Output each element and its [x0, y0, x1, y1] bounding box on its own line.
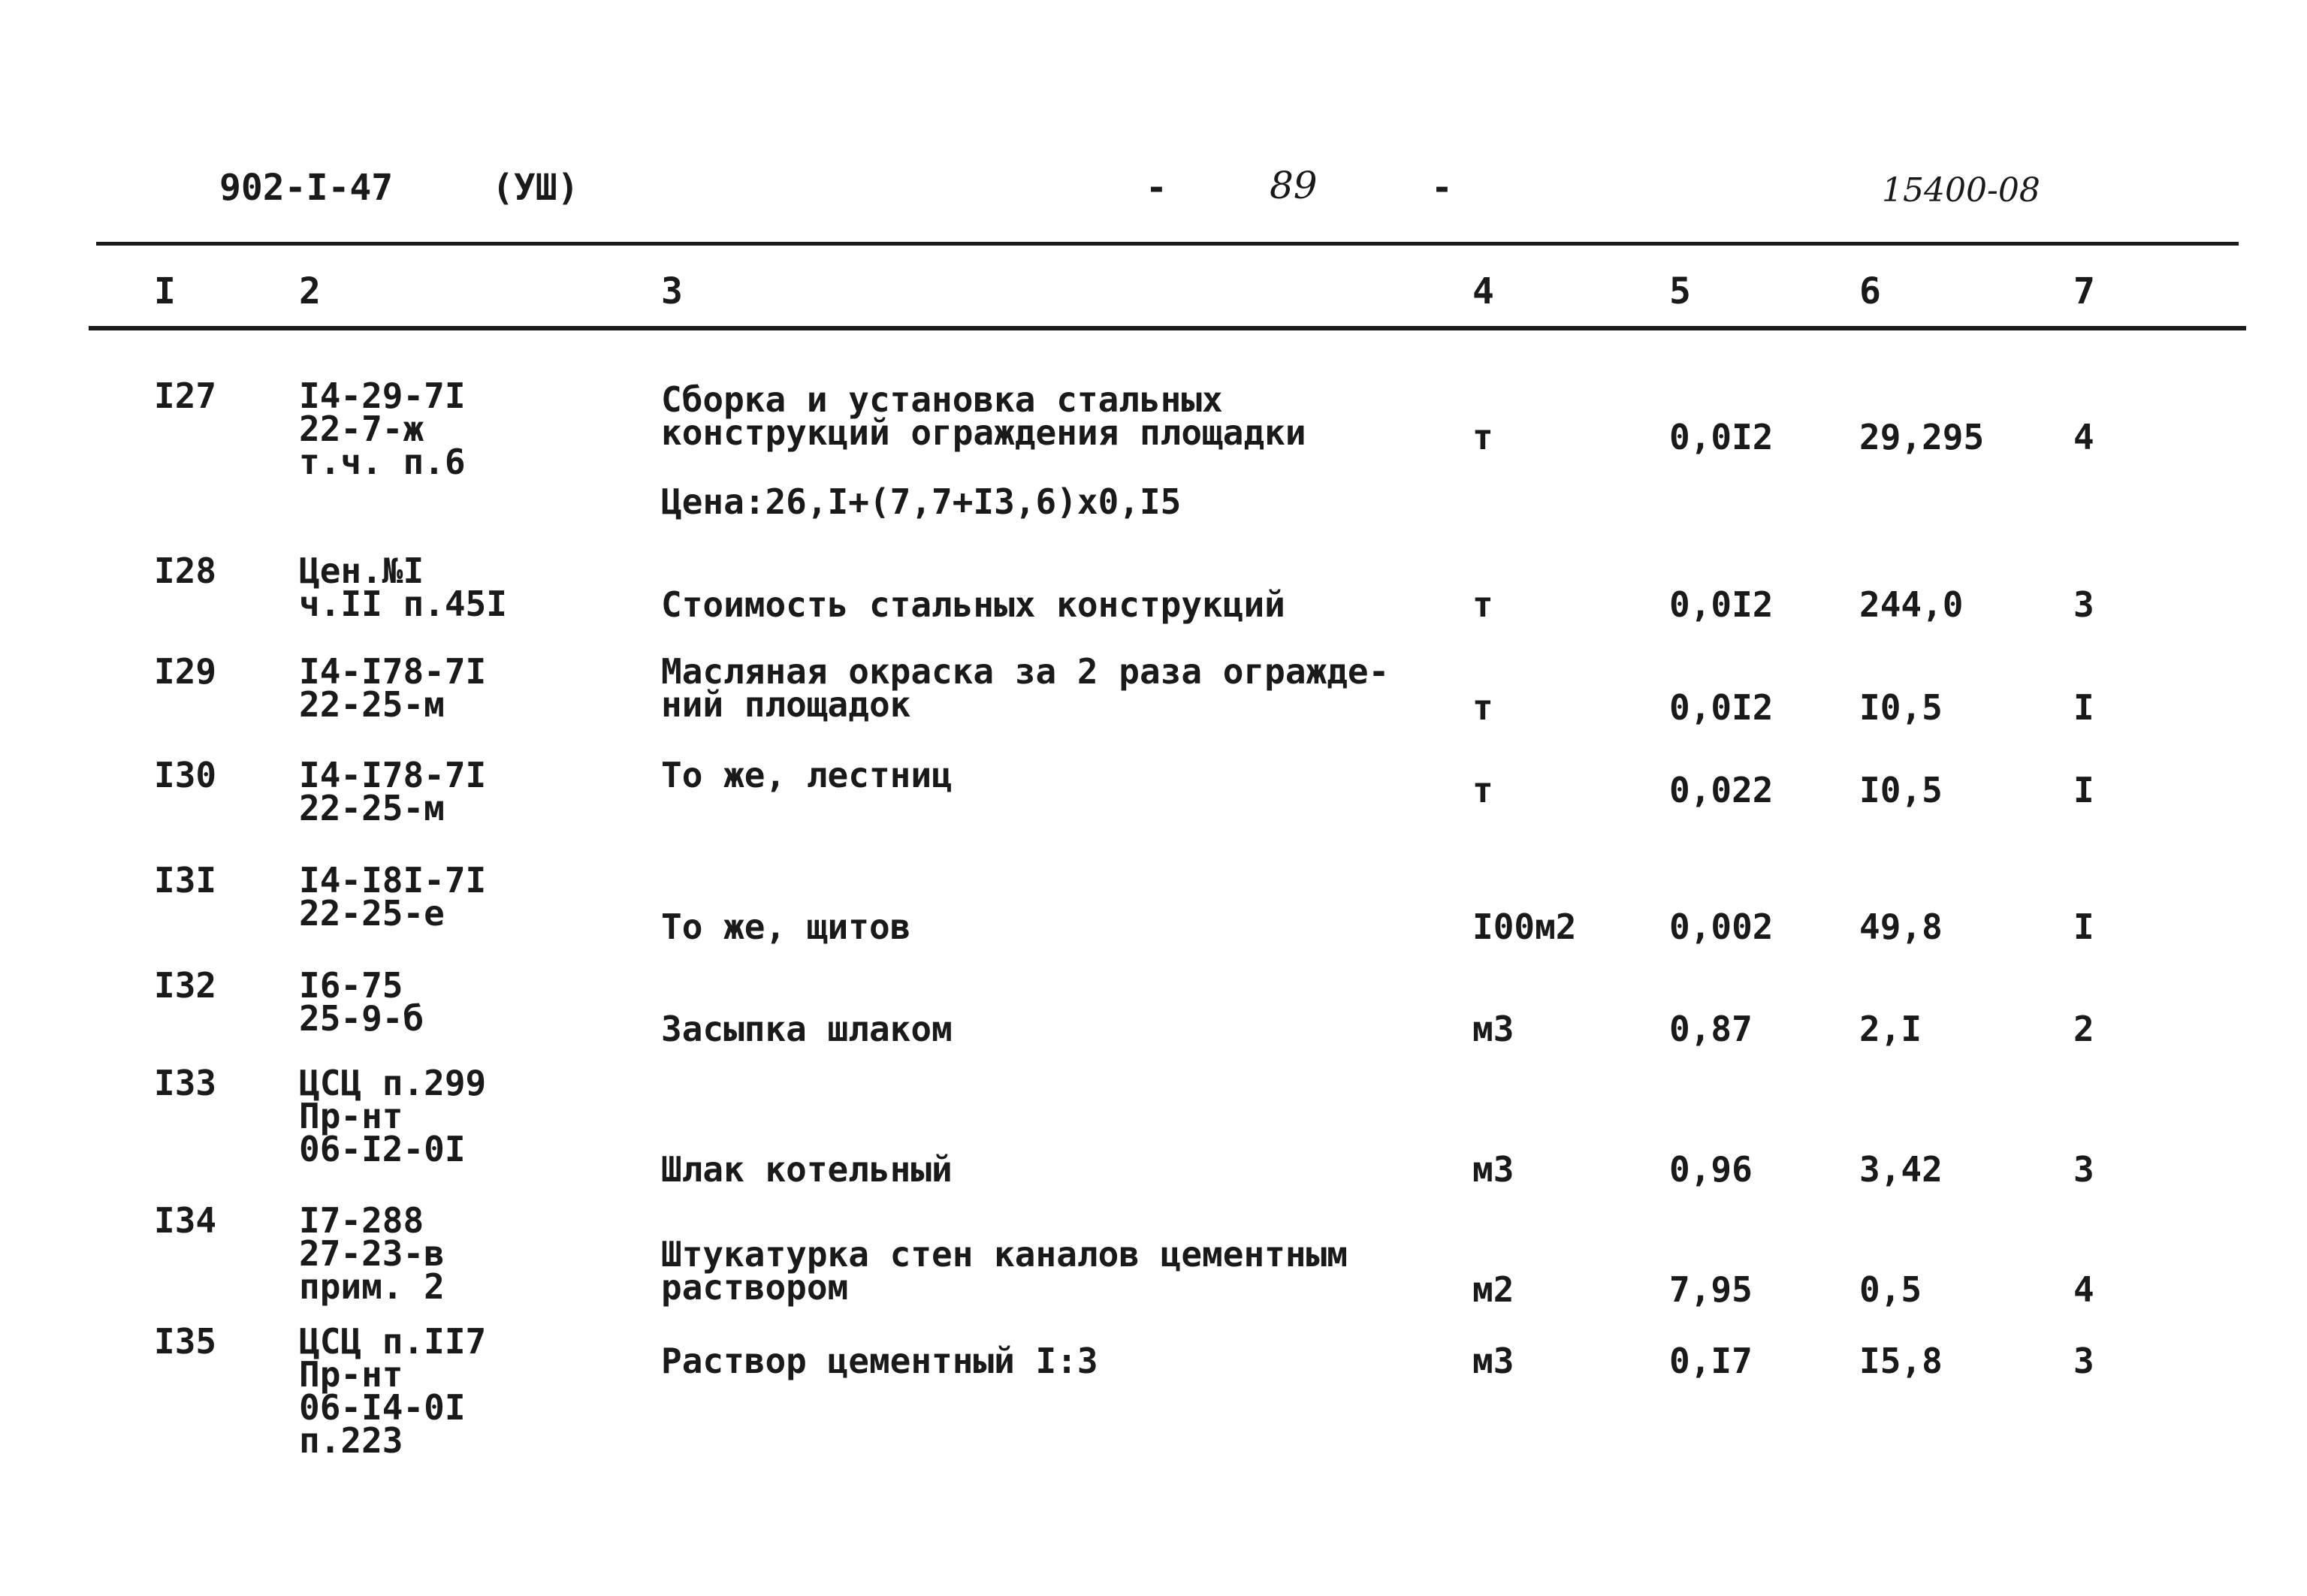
- row-number: I29: [154, 651, 217, 692]
- reference-line: 22-25-м: [299, 788, 445, 828]
- unit: м3: [1472, 1341, 1514, 1381]
- reference-line: 25-9-б: [299, 998, 424, 1039]
- reference-code: [299, 1321, 487, 1461]
- row-number: I34: [154, 1200, 217, 1241]
- unit-price: 2,I: [1859, 1009, 1922, 1049]
- reference-line: 22-7-ж: [299, 409, 424, 449]
- quantity: 0,0I2: [1669, 687, 1774, 728]
- reference-code: [299, 376, 466, 482]
- row-number: I35: [154, 1321, 217, 1362]
- row-number: I32: [154, 965, 217, 1006]
- reference-line: ЦСЦ п.299: [299, 1063, 487, 1103]
- page-number: 89: [1270, 164, 1318, 207]
- description-line: ний площадок: [661, 684, 911, 725]
- description-line: Шлак котельный: [661, 1149, 953, 1190]
- reference-line: I6-75: [299, 965, 403, 1006]
- reference-line: Цен.№I: [299, 551, 424, 591]
- reference-line: 27-23-в: [299, 1233, 445, 1274]
- section-code: (УШ): [492, 167, 579, 209]
- reference-line: прим. 2: [299, 1266, 445, 1307]
- quantity: 0,0I2: [1669, 417, 1774, 457]
- column-7-value: I: [2073, 687, 2094, 728]
- reference-line: ч.II п.45I: [299, 584, 507, 624]
- quantity: 0,002: [1669, 907, 1774, 947]
- reference-code: [299, 965, 424, 1039]
- quantity: 7,95: [1669, 1269, 1753, 1310]
- column-7-value: 3: [2073, 1341, 2094, 1381]
- work-description: [661, 755, 953, 795]
- unit: т: [1472, 770, 1493, 810]
- unit: т: [1472, 417, 1493, 457]
- quantity: 0,0I2: [1669, 584, 1774, 625]
- reference-line: т.ч. п.6: [299, 442, 466, 482]
- row-number: I27: [154, 376, 217, 416]
- column-7-value: 4: [2073, 417, 2094, 457]
- reference-line: I7-288: [299, 1200, 424, 1241]
- column-7-value: 3: [2073, 584, 2094, 625]
- reference-line: п.223: [299, 1420, 403, 1461]
- reference-code: [299, 1200, 445, 1307]
- quantity: 0,022: [1669, 770, 1774, 810]
- unit-price: 3,42: [1859, 1149, 1943, 1190]
- unit: т: [1472, 584, 1493, 625]
- description-line: То же, лестниц: [661, 755, 953, 795]
- unit-price: I0,5: [1859, 770, 1943, 810]
- work-description: [661, 907, 911, 947]
- reference-line: I4-I78-7I: [299, 755, 487, 795]
- quantity: 0,87: [1669, 1009, 1753, 1049]
- dash-right: -: [1431, 167, 1453, 209]
- reference-line: I4-I8I-7I: [299, 860, 487, 901]
- column-7-value: 4: [2073, 1269, 2094, 1310]
- dash-left: -: [1146, 167, 1167, 209]
- reference-code: [299, 755, 487, 828]
- description-line: Стоимость стальных конструкций: [661, 584, 1285, 625]
- reference-line: Пр-нт: [299, 1096, 403, 1136]
- reference-line: 22-25-е: [299, 893, 445, 934]
- column-number-2: 2: [299, 270, 321, 312]
- reference-code: [299, 651, 487, 725]
- description-line: раствором: [661, 1267, 849, 1308]
- reference-code: [299, 1063, 487, 1169]
- column-7-value: I: [2073, 770, 2094, 810]
- description-line: Сборка и установка стальных: [661, 379, 1223, 420]
- reference-line: Пр-нт: [299, 1354, 403, 1395]
- unit: т: [1472, 687, 1493, 728]
- unit-price: 244,0: [1859, 584, 1964, 625]
- unit: м2: [1472, 1269, 1514, 1310]
- description-line: Масляная окраска за 2 раза огражде-: [661, 651, 1390, 692]
- table-top-rule: [96, 242, 2239, 246]
- reference-line: 06-I2-0I: [299, 1129, 466, 1169]
- reference-line: I4-29-7I: [299, 376, 466, 416]
- work-description: [661, 1341, 1098, 1381]
- unit: м3: [1472, 1149, 1514, 1190]
- reference-line: ЦСЦ п.II7: [299, 1321, 487, 1362]
- price-formula: Цена:26,I+(7,7+I3,6)x0,I5: [661, 481, 1182, 522]
- column-number-3: 3: [661, 270, 683, 312]
- row-number: I3I: [154, 860, 217, 901]
- work-description: [661, 1149, 953, 1190]
- column-number-6: 6: [1859, 270, 1881, 312]
- archive-number: 15400-08: [1882, 171, 2040, 210]
- unit: I00м2: [1472, 907, 1577, 947]
- quantity: 0,I7: [1669, 1341, 1753, 1381]
- description-line: То же, щитов: [661, 907, 911, 947]
- column-number-1: I: [154, 270, 176, 312]
- work-description: [661, 1009, 953, 1049]
- description-line: конструкций ограждения площадки: [661, 412, 1306, 453]
- column-number-5: 5: [1669, 270, 1691, 312]
- work-description: [661, 651, 1390, 725]
- quantity: 0,96: [1669, 1149, 1753, 1190]
- column-7-value: I: [2073, 907, 2094, 947]
- unit-price: I0,5: [1859, 687, 1943, 728]
- reference-code: [299, 860, 487, 934]
- reference-line: 06-I4-0I: [299, 1387, 466, 1428]
- work-description: [661, 1234, 1348, 1308]
- row-number: I28: [154, 551, 217, 591]
- work-description: [661, 584, 1285, 625]
- column-number-4: 4: [1472, 270, 1494, 312]
- column-7-value: 3: [2073, 1149, 2094, 1190]
- unit-price: I5,8: [1859, 1341, 1943, 1381]
- description-line: Засыпка шлаком: [661, 1009, 953, 1049]
- column-number-7: 7: [2073, 270, 2095, 312]
- work-description: [661, 379, 1306, 453]
- description-line: Штукатурка стен каналов цементным: [661, 1234, 1348, 1275]
- reference-line: I4-I78-7I: [299, 651, 487, 692]
- table-header-rule: [89, 326, 2246, 330]
- column-7-value: 2: [2073, 1009, 2094, 1049]
- row-number: I30: [154, 755, 217, 795]
- unit-price: 49,8: [1859, 907, 1943, 947]
- doc-code: 902-I-47: [219, 167, 394, 209]
- reference-code: [299, 551, 507, 624]
- description-line: Раствор цементный I:3: [661, 1341, 1098, 1381]
- unit-price: 0,5: [1859, 1269, 1922, 1310]
- reference-line: 22-25-м: [299, 684, 445, 725]
- unit-price: 29,295: [1859, 417, 1985, 457]
- unit: м3: [1472, 1009, 1514, 1049]
- row-number: I33: [154, 1063, 217, 1103]
